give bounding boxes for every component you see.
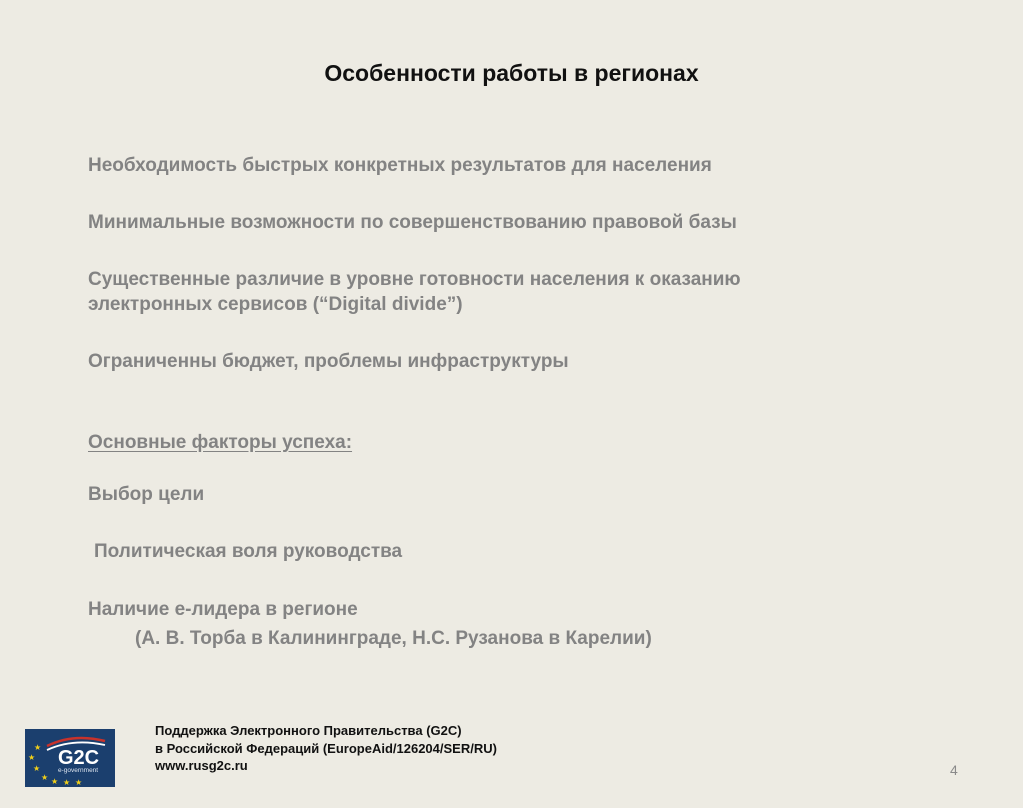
- logo-wordmark: G2C: [58, 747, 100, 769]
- footer-line: Поддержка Электронного Правительства (G2C): [155, 723, 462, 738]
- svg-text:★: ★: [28, 753, 36, 762]
- success-factors-heading: Основные факторы успеха:: [88, 432, 353, 453]
- g2c-logo-graphic: [25, 729, 115, 787]
- logo-subtext: e-government: [58, 767, 99, 774]
- g2c-logo: [25, 729, 115, 787]
- footer-credits: [155, 722, 497, 775]
- svg-text:★: ★: [51, 777, 59, 786]
- footer-line: в Российской Федераций (EuropeAid/126204/SER/RU): [155, 740, 497, 756]
- success-factor-item: Политическая воля руководства: [94, 541, 403, 562]
- svg-text:★: ★: [33, 764, 41, 773]
- challenge-item: Существенные различие в уровне готовности населения к оказанию: [88, 269, 741, 290]
- svg-text:★: ★: [63, 778, 71, 787]
- challenge-item: Ограниченны бюджет, проблемы инфраструктуры: [88, 351, 569, 372]
- success-factor-note: (А. В. Торба в Калининграде, Н.С. Рузанова в Карелии): [135, 628, 652, 649]
- svg-text:★: ★: [75, 778, 83, 787]
- challenge-item: Необходимость быстрых конкретных результатов для населения: [88, 155, 712, 176]
- svg-text:★: ★: [41, 773, 49, 782]
- slide-title: Особенности работы в регионах: [324, 60, 699, 86]
- svg-text:★: ★: [34, 743, 42, 752]
- challenge-item: Минимальные возможности по совершенствованию правовой базы: [88, 212, 737, 233]
- footer-website: www.rusg2c.ru: [155, 758, 248, 773]
- challenge-item-continuation: электронных сервисов (“Digital divide”): [88, 294, 463, 315]
- page-number: 4: [950, 762, 958, 778]
- success-factor-item: Наличие е-лидера в регионе: [88, 599, 358, 620]
- success-factor-item: Выбор цели: [88, 484, 205, 505]
